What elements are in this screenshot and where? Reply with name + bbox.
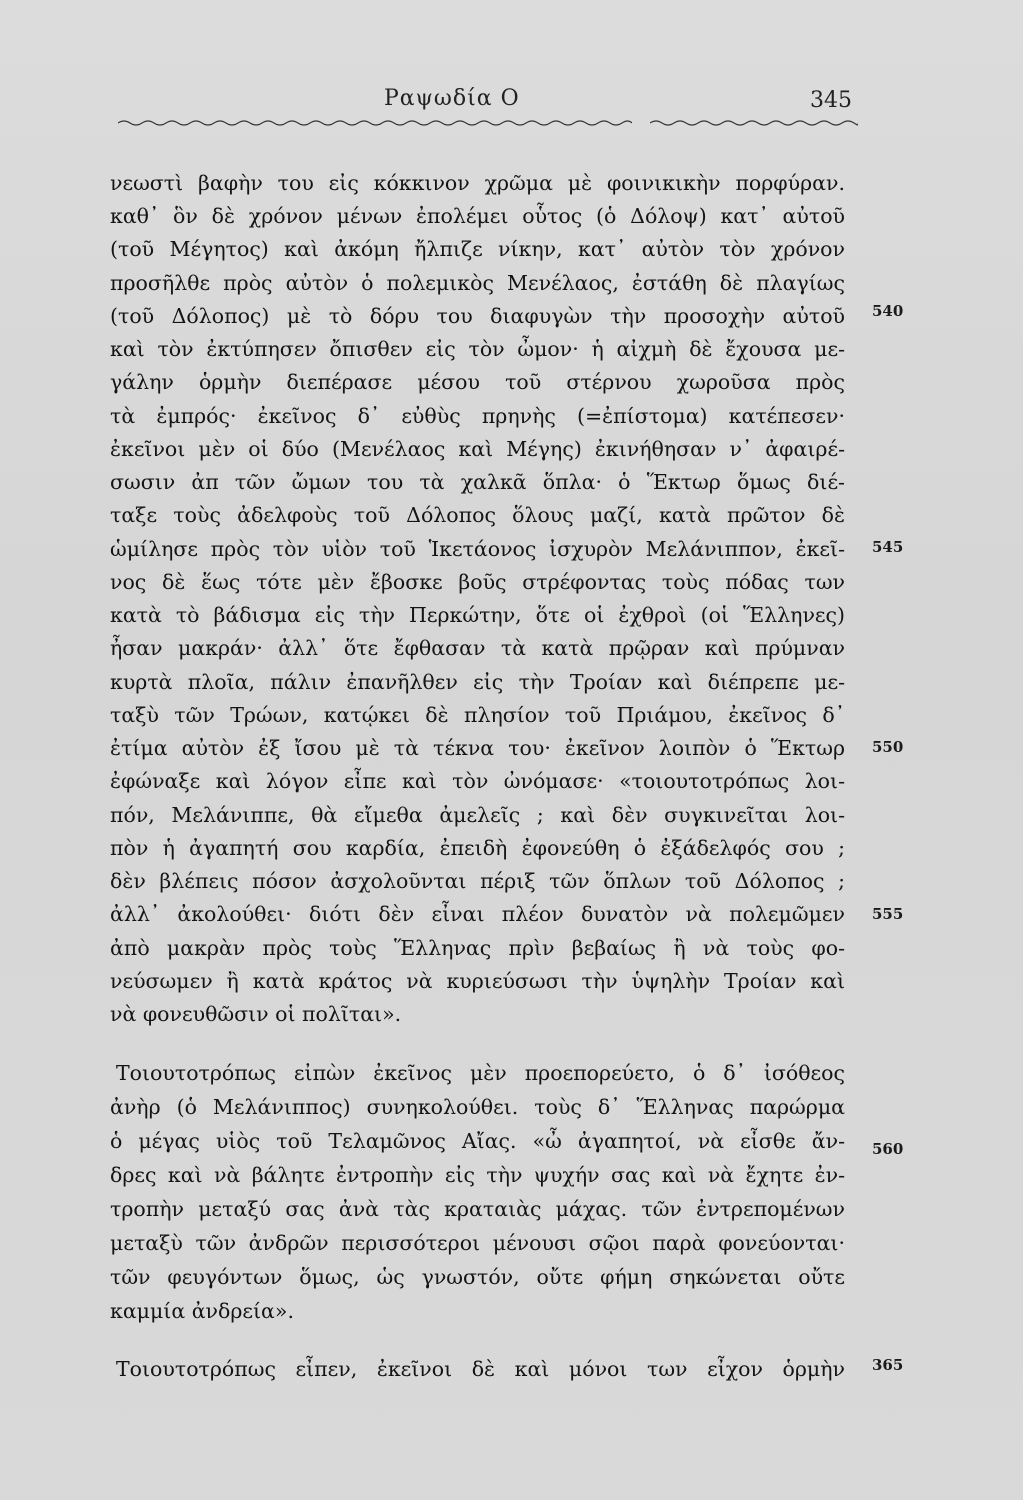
text-line: κατὰ τὸ βάδισμα εἰς τὴν Περκώτην, ὅτε οἱ ἐχθροὶ (οἱ Ἕλληνες) <box>110 603 845 627</box>
text-line: δρες καὶ νὰ βάλητε ἐντροπὴν εἰς τὴν ψυχήν σας καὶ νὰ ἔχητε ἐν- <box>110 1163 845 1187</box>
text-line: Τοιουτοτρόπως εἰπὼν ἐκεῖνος μὲν προεπορεύετο, ὁ δ᾽ ἰσόθεος <box>116 1061 845 1085</box>
text-line: πόν, Μελάνιππε, θὰ εἴμεθα ἀμελεῖς ; καὶ δὲν συγκινεῖται λοι- <box>110 803 845 827</box>
line-number: 560 <box>872 1140 904 1158</box>
line-number: 365 <box>872 1356 904 1374</box>
text-line: σωσιν ἀπ τῶν ὤμων του τὰ χαλκᾶ ὅπλα· ὁ Ἕκτωρ ὅμως διέ- <box>110 470 845 494</box>
text-line: νὰ φονευθῶσιν οἱ πολῖται». <box>110 1002 402 1026</box>
line-number: 545 <box>872 538 904 556</box>
text-line: καὶ τὸν ἐκτύπησεν ὄπισθεν εἰς τὸν ὦμον· ἡ αἰχμὴ δὲ ἔχουσα με- <box>110 337 845 361</box>
text-line: τῶν φευγόντων ὅμως, ὡς γνωστόν, οὔτε φήμη σηκώνεται οὔτε <box>110 1265 845 1289</box>
text-line: προσῆλθε πρὸς αὐτὸν ὁ πολεμικὸς Μενέλαος, ἐστάθη δὲ πλαγίως <box>110 271 845 295</box>
text-line: γάλην ὁρμὴν διεπέρασε μέσου τοῦ στέρνου χωροῦσα πρὸς <box>110 370 845 394</box>
line-number: 550 <box>872 738 904 756</box>
text-line: ταξε τοὺς ἀδελφοὺς τοῦ Δόλοπος ὅλους μαζί, κατὰ πρῶτον δὲ <box>110 503 845 527</box>
text-line: νεύσωμεν ἢ κατὰ κράτος νὰ κυριεύσωσι τὴν ὑψηλὴν Τροίαν καὶ <box>110 969 845 993</box>
page-number: 345 <box>810 88 852 113</box>
text-line: καθ᾽ ὃν δὲ χρόνον μένων ἐπολέμει οὗτος (ὁ Δόλοψ) κατ᾽ αὐτοῦ <box>110 204 845 228</box>
running-title: Ραψωδία Ο <box>384 86 520 111</box>
text-line: Τοιουτοτρόπως εἶπεν, ἐκεῖνοι δὲ καὶ μόνοι των εἶχον ὁρμὴν <box>116 1357 845 1381</box>
text-line: τὰ ἐμπρός· ἐκεῖνος δ᾽ εὐθὺς πρηνὴς (=ἐπίστομα) κατέπεσεν· <box>110 404 845 428</box>
text-line: ἐκεῖνοι μὲν οἱ δύο (Μενέλαος καὶ Μέγης) ἐκινήθησαν ν᾽ ἀφαιρέ- <box>110 437 845 461</box>
text-line: ἐφώναξε καὶ λόγον εἶπε καὶ τὸν ὠνόμασε· «τοιουτοτρόπως λοι- <box>110 769 845 793</box>
text-line: (τοῦ Μέγητος) καὶ ἀκόμη ἤλπιζε νίκην, κατ᾽ αὐτὸν τὸν χρόνον <box>110 237 845 261</box>
text-line: καμμία ἀνδρεία». <box>110 1299 294 1323</box>
text-line: νεωστὶ βαφὴν του εἰς κόκκινον χρῶμα μὲ φοινικικὴν πορφύραν. <box>110 171 845 195</box>
text-line: (τοῦ Δόλοπος) μὲ τὸ δόρυ του διαφυγὼν τὴν προσοχὴν αὐτοῦ <box>110 304 845 328</box>
text-line: ἀνὴρ (ὁ Μελάνιππος) συνηκολούθει. τοὺς δ᾽ Ἕλληνας παρώρμα <box>110 1095 845 1119</box>
text-line: κυρτὰ πλοῖα, πάλιν ἐπανῆλθεν εἰς τὴν Τροίαν καὶ διέπρεπε με- <box>110 670 845 694</box>
line-number: 540 <box>872 302 904 320</box>
text-line: ἦσαν μακράν· ἀλλ᾽ ὅτε ἔφθασαν τὰ κατὰ πρῷραν καὶ πρύμναν <box>110 636 845 660</box>
text-line: πὸν ἡ ἀγαπητή σου καρδία, ἐπειδὴ ἐφονεύθη ὁ ἐξάδελφός σου ; <box>110 836 845 860</box>
text-line: μεταξὺ τῶν ἀνδρῶν περισσότεροι μένουσι σῷοι παρὰ φονεύονται· <box>110 1231 845 1255</box>
text-line: ὁ μέγας υἱὸς τοῦ Τελαμῶνος Αἴας. «ὦ ἀγαπητοί, νὰ εἶσθε ἄν- <box>110 1129 845 1153</box>
text-line: ἐτίμα αὐτὸν ἐξ ἴσου μὲ τὰ τέκνα του· ἐκεῖνον λοιπὸν ὁ Ἕκτωρ <box>110 736 845 760</box>
text-line: ὡμίλησε πρὸς τὸν υἱὸν τοῦ Ἱκετάονος ἰσχυρὸν Μελάνιππον, ἐκεῖ- <box>110 537 845 561</box>
text-line: δὲν βλέπεις πόσον ἀσχολοῦνται πέριξ τῶν ὅπλων τοῦ Δόλοπος ; <box>110 869 845 893</box>
text-line: ἀπὸ μακρὰν πρὸς τοὺς Ἕλληνας πρὶν βεβαίως ἢ νὰ τοὺς φο- <box>110 936 845 960</box>
text-line: νος δὲ ἕως τότε μὲν ἔβοσκε βοῦς στρέφοντας τοὺς πόδας των <box>110 570 845 594</box>
text-line: ταξὺ τῶν Τρώων, κατῴκει δὲ πλησίον τοῦ Πριάμου, ἐκεῖνος δ᾽ <box>110 703 845 727</box>
text-line: τροπὴν μεταξύ σας ἀνὰ τὰς κραταιὰς μάχας. τῶν ἐντρεπομένων <box>110 1197 845 1221</box>
text-line: ἀλλ᾽ ἀκολούθει· διότι δὲν εἶναι πλέον δυνατὸν νὰ πολεμῶμεν <box>110 902 845 926</box>
line-number: 555 <box>872 905 904 923</box>
